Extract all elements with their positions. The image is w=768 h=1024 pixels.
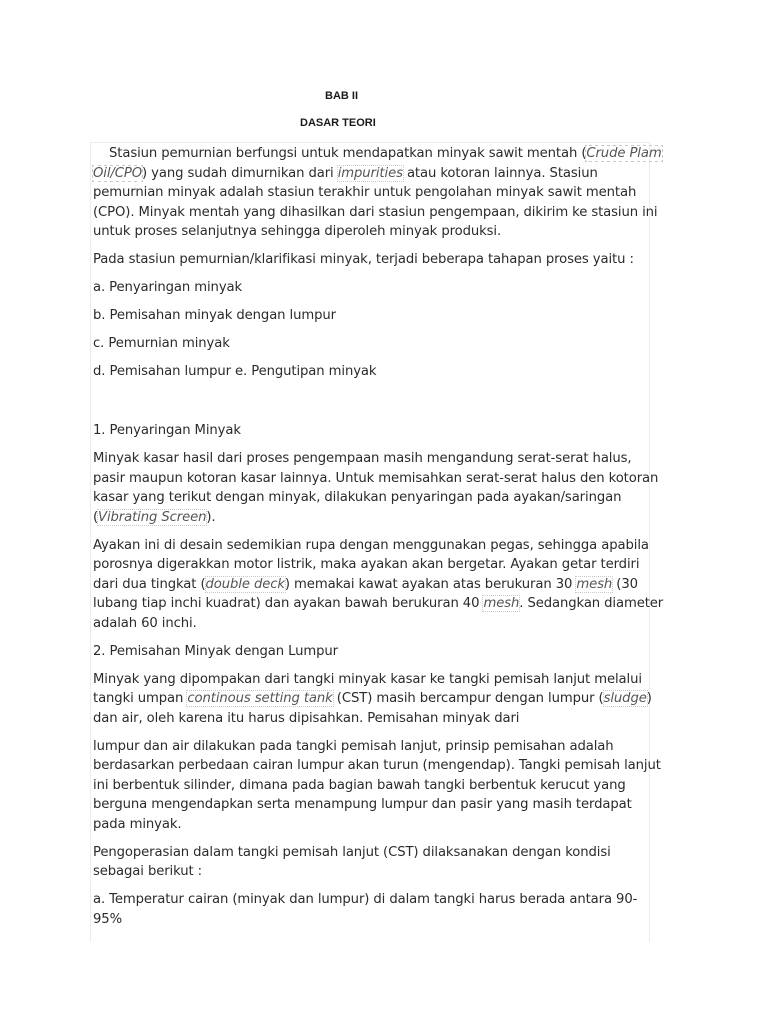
paragraph-tank: lumpur dan air dilakukan pada tangki pemisah lanjut, prinsip pemisahan adalah berdasarkan perbedaan cairan lumpur akan turun (mengendap). Tangki pemisah lanjut ini berbentuk silinder, dimana pada bagian bawah tangki berbentuk kerucut yang berguna mengendapkan serta menampung lumpur dan pasir yang masih terdapat pada minyak.	[93, 738, 661, 832]
list-item: a. Penyaringan minyak	[93, 280, 243, 295]
italic-term: double deck	[205, 576, 285, 592]
text-run: (30 lubang tiap inchi kuadrat) dan ayakan bawah berukuran 40	[93, 576, 638, 611]
list-item: b. Pemisahan minyak dengan lumpur	[93, 308, 336, 323]
text-run: ) memakai kawat ayakan atas berukuran 30	[284, 576, 577, 592]
paragraph-separation	[93, 670, 665, 729]
text-run: Minyak yang dipompakan dari tangki minyak kasar ke tangki pemisah lanjut melalui tangki umpan	[93, 671, 642, 706]
chapter-number: BAB II	[325, 90, 358, 102]
paragraph-operation: Pengoperasian dalam tangki pemisah lanjut (CST) dilaksanakan dengan kondisi sebagai berikut :	[93, 844, 611, 879]
spacer	[93, 390, 665, 421]
text-run: (CST) masih bercampur dengan lumpur (	[332, 691, 604, 706]
chapter-title: DASAR TEORI	[300, 117, 376, 129]
italic-term: mesh	[576, 576, 613, 592]
italic-term: sludge	[603, 691, 647, 706]
paragraph-stages: Pada stasiun pemurnian/klarifikasi minyak, terjadi beberapa tahapan proses yaitu :	[93, 252, 634, 267]
text-run: Stasiun pemurnian berfungsi untuk mendapatkan minyak sawit mentah (	[109, 146, 587, 161]
italic-term: impurities	[337, 165, 403, 181]
text-run: ) yang sudah dimurnikan dari	[142, 165, 338, 181]
italic-term: mesh	[483, 596, 520, 611]
paragraph-filtering	[93, 449, 665, 527]
italic-term: continous setting tank	[187, 691, 333, 706]
text-run: Ayakan ini di desain sedemikian rupa dengan menggunakan pegas, sehingga apabila porosnya digerakkan motor listrik, maka ayakan akan bergetar. Ayakan getar terdiri dari dua tingkat (	[93, 537, 649, 592]
text-run: ) dan air, oleh karena itu harus dipisahkan. Pemisahan minyak dari	[93, 691, 652, 726]
text-run: . Sedangkan diameter adalah 60 inchi.	[93, 596, 664, 631]
paragraph-temperature: a. Temperatur cairan (minyak dan lumpur) di dalam tangki harus berada antara 90-95%	[93, 892, 638, 927]
paragraph-intro	[93, 144, 665, 242]
text-run: atau kotoran lainnya. Stasiun pemurnian minyak adalah stasiun terakhir untuk pengolahan minyak sawit mentah (CPO). Minyak mentah yang dihasilkan dari stasiun pengempaan, dikirim ke stasiun ini untuk proses selanjutnya sehingga diperoleh minyak produksi.	[93, 165, 658, 239]
document-body	[93, 144, 665, 938]
paragraph-vibrating-screen	[93, 536, 665, 634]
list-item: c. Pemurnian minyak	[93, 336, 230, 351]
italic-term: Vibrating Screen	[98, 509, 207, 525]
text-run: ).	[206, 509, 216, 525]
list-item: d. Pemisahan lumpur e. Pengutipan minyak	[93, 364, 377, 379]
section-heading: 2. Pemisahan Minyak dengan Lumpur	[93, 643, 338, 659]
text-run: Minyak kasar hasil dari proses pengempaan masih mengandung serat-serat halus, pasir maupun kotoran kasar lainnya. Untuk memisahkan serat-serat halus den kotoran kasar yang terikut dengan minyak, dilakukan penyaringan pada ayakan/saringan (	[93, 451, 659, 525]
section-heading: 1. Penyaringan Minyak	[93, 423, 241, 438]
italic-term: Crude Plam Oil/CPO	[93, 146, 662, 181]
